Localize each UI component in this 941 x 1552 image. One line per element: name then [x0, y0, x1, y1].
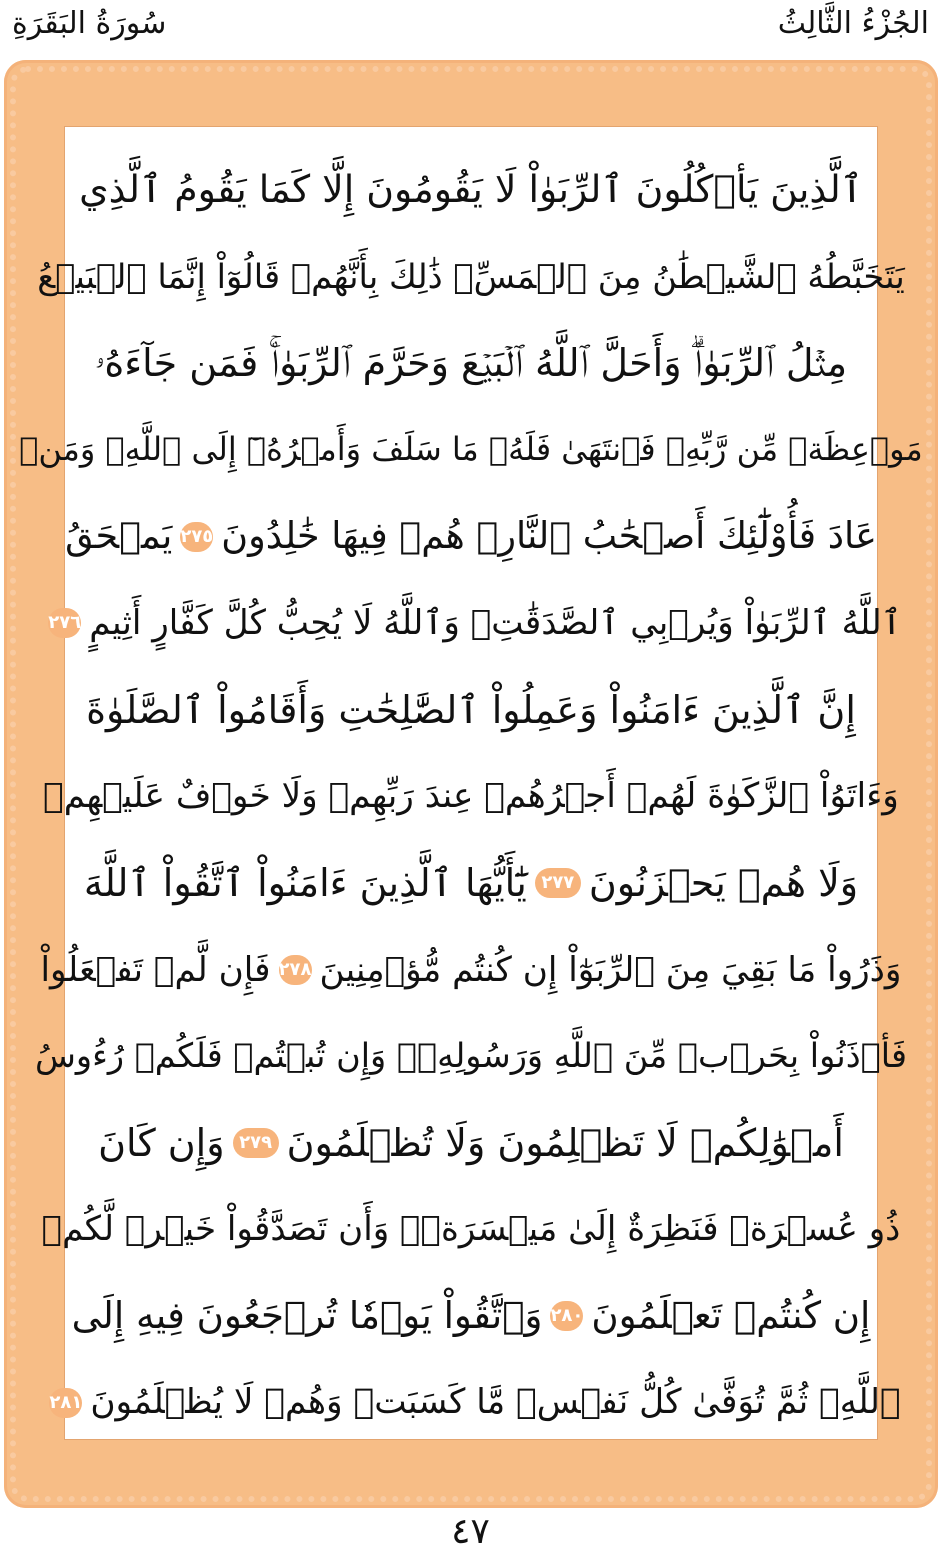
verse-text: أَمۡوَٰلِكُمۡ لَا تَظۡلِمُونَ وَلَا تُظۡلَمُونَ	[286, 1120, 844, 1165]
verse-text-continued: يَمۡحَقُ	[65, 514, 173, 558]
verse-line	[49, 1359, 901, 1446]
ayah-number-marker: ٢٨١	[49, 1388, 82, 1418]
verse-text: وَءَاتَوُاْ ٱلزَّكَوٰةَ لَهُمۡ أَجۡرُهُمۡ عِندَ رَبِّهِمۡ وَلَا خَوۡفٌ عَلَيۡهِمۡ	[43, 776, 899, 817]
verse-text: فَأۡذَنُواْ بِحَرۡبٖ مِّنَ ٱللَّهِ وَرَسُولِهِۦۖ وَإِن تُبۡتُمۡ فَلَكُمۡ رُءُوسُ	[35, 1036, 907, 1076]
verse-line	[81, 667, 861, 754]
verse-text-continued: فَإِن لَّمۡ تَفۡعَلُواْ	[40, 949, 271, 990]
ayah-number-marker: ٢٨٠	[550, 1301, 583, 1331]
verse-line	[37, 234, 905, 321]
verse-text: مِثۡلُ ٱلرِّبَوٰاْۗ وَأَحَلَّ ٱللَّهُ ٱلۡبَيۡعَ وَحَرَّمَ ٱلرِّبَوٰاْۚ فَمَن جَآءَهُۥ	[94, 341, 848, 386]
ayah-number-marker: ٢٧٧	[535, 868, 581, 898]
verse-line	[81, 840, 861, 927]
verse-text: ذُو عُسۡرَةٖ فَنَظِرَةٌ إِلَىٰ مَيۡسَرَةٖۚ وَأَن تَصَدَّقُواْ خَيۡرٞ لَّكُمۡ	[41, 1209, 901, 1250]
ayah-number-marker: ٢٧٩	[233, 1128, 279, 1158]
verse-text: ٱلَّذِينَ يَأۡكُلُونَ ٱلرِّبَوٰاْ لَا يَقُومُونَ إِلَّا كَمَا يَقُومُ ٱلَّذِي	[79, 167, 863, 212]
verse-text: إِن كُنتُمۡ تَعۡلَمُونَ	[591, 1294, 871, 1338]
verse-text-continued: وَٱتَّقُواْ يَوۡمٗا تُرۡجَعُونَ فِيهِ إِلَى	[71, 1294, 543, 1338]
verse-text: ٱللَّهِۖ ثُمَّ تُوَفَّىٰ كُلُّ نَفۡسٖ مَّا كَسَبَتۡ وَهُمۡ لَا يُظۡلَمُونَ	[90, 1382, 901, 1423]
ayah-number-marker: ٢٧٥	[180, 522, 213, 552]
verse-line	[19, 407, 923, 494]
verse-text: ٱللَّهُ ٱلرِّبَوٰاْ وَيُرۡبِي ٱلصَّدَقَٰتِۗ وَٱللَّهُ لَا يُحِبُّ كُلَّ كَفَّارٍ أَثِيمٍ	[89, 603, 902, 644]
verse-line	[65, 493, 877, 580]
juz-name: الجُزْءُ الثَّالِثُ	[777, 6, 929, 41]
page-number: ٤٧	[451, 1511, 490, 1552]
ornamental-frame	[4, 60, 938, 1508]
verse-text: عَادَ فَأُوْلَٰٓئِكَ أَصۡحَٰبُ ٱلنَّارِۖ هُمۡ فِيهَا خَٰلِدُونَ	[221, 514, 877, 558]
verse-lines	[19, 147, 923, 1446]
text-page	[19, 126, 923, 1440]
verse-line	[48, 580, 902, 667]
verse-line	[81, 320, 861, 407]
verse-text: مَوۡعِظَةٞ مِّن رَّبِّهِۦ فَٱنتَهَىٰ فَلَهُۥ مَا سَلَفَ وَأَمۡرُهُۥٓ إِلَى ٱللَّهِۖ وَمَنۡ	[19, 430, 923, 469]
ayah-number-marker: ٢٧٨	[279, 955, 312, 985]
verse-text-continued: وَإِن كَانَ	[98, 1120, 225, 1165]
verse-text-continued: يَٰٓأَيُّهَا ٱلَّذِينَ ءَامَنُواْ ٱتَّقُواْ ٱللَّهَ	[83, 861, 527, 906]
verse-line	[71, 1273, 871, 1360]
verse-line	[41, 1186, 901, 1273]
verse-text: وَلَا هُمۡ يَحۡزَنُونَ	[588, 861, 859, 906]
verse-line	[81, 1100, 861, 1187]
surah-name: سُورَةُ البَقَرَةِ	[12, 6, 167, 41]
page-header	[0, 0, 941, 58]
verse-line	[35, 1013, 907, 1100]
verse-line	[43, 753, 899, 840]
ayah-number-marker: ٢٧٦	[48, 608, 81, 638]
verse-text: إِنَّ ٱلَّذِينَ ءَامَنُواْ وَعَمِلُواْ ٱلصَّٰلِحَٰتِ وَأَقَامُواْ ٱلصَّلَوٰةَ	[86, 687, 856, 732]
verse-text: يَتَخَبَّطُهُ ٱلشَّيۡطَٰنُ مِنَ ٱلۡمَسِّۚ ذَٰلِكَ بِأَنَّهُمۡ قَالُوٓاْ إِنَّمَا ٱلۡبَيۡعُ	[37, 257, 905, 296]
verse-line	[40, 926, 902, 1013]
verse-text: وَذَرُواْ مَا بَقِيَ مِنَ ٱلرِّبَوٰٓاْ إِن كُنتُم مُّؤۡمِنِينَ	[319, 949, 902, 990]
verse-line	[81, 147, 861, 234]
